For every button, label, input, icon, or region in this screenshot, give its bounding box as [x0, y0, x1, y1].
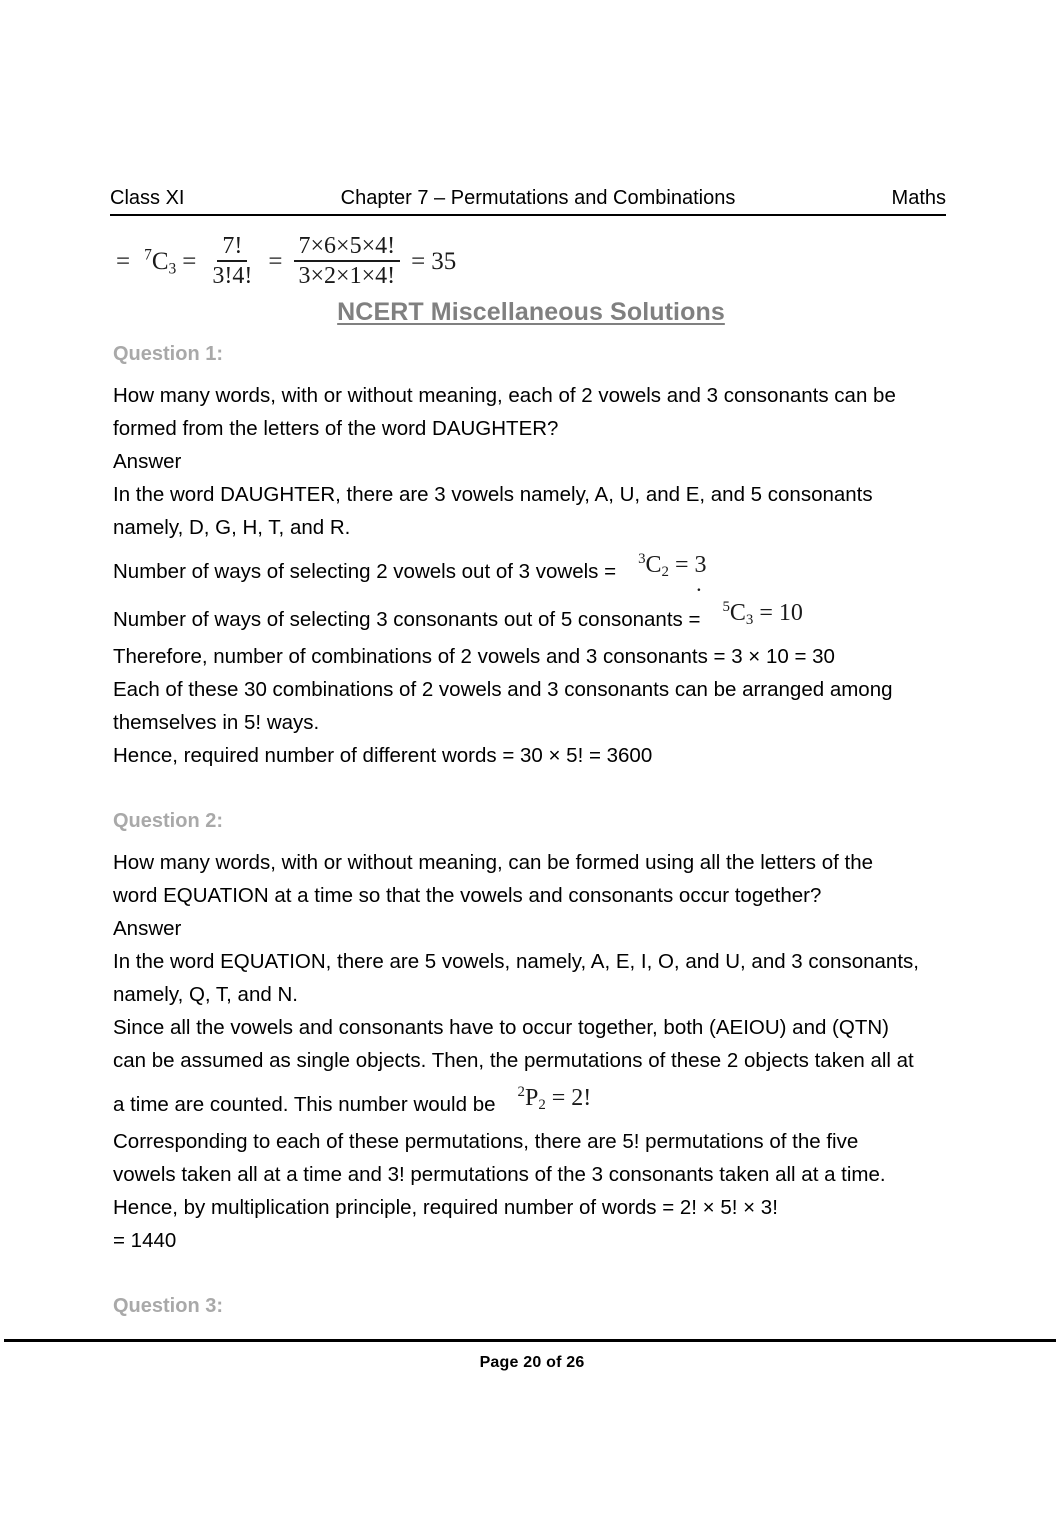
question-1-answer-line-6: Each of these 30 combinations of 2 vowels and 3 consonants can be arranged among — [113, 678, 893, 701]
header-class-label: Class XI — [110, 187, 185, 209]
math-trailing-period: . — [696, 571, 702, 596]
footer-divider — [4, 1339, 1056, 1342]
question-1-vowel-selection-row — [113, 544, 949, 596]
top-equation-subscript: 3 — [168, 259, 177, 277]
math-equals: = — [759, 600, 773, 626]
question-2-answer-line-6: Corresponding to each of these permutations, there are 5! permutations of the five — [113, 1130, 859, 1153]
question-2-permutation-text: a time are counted. This number would be — [113, 1093, 496, 1116]
page-content — [113, 228, 949, 1331]
section-spacer — [113, 1257, 949, 1293]
top-equation-fraction-2 — [294, 233, 401, 289]
question-1-label: Question 1: — [113, 343, 224, 365]
top-equation-combination-term — [144, 245, 177, 277]
question-1-answer-line-8: Hence, required number of different words = 30 × 5! = 3600 — [113, 744, 653, 767]
top-equation-equals-3: = — [411, 247, 426, 275]
question-1-answer-label: Answer — [113, 450, 182, 473]
math-superscript: 5 — [722, 598, 730, 615]
question-1-prompt-line-1: How many words, with or without meaning, each of 2 vowels and 3 consonants can be — [113, 384, 896, 407]
math-subscript: 2 — [661, 564, 669, 581]
question-2-prompt-line-2: word EQUATION at a time so that the vowels and consonants occur together? — [113, 884, 822, 907]
top-equation — [116, 228, 949, 294]
question-1-vowel-selection-math — [638, 549, 707, 596]
question-2-answer-line-1: In the word EQUATION, there are 5 vowels, namely, A, E, I, O, and U, and 3 consonants, — [113, 950, 919, 973]
top-equation-result: 35 — [431, 247, 457, 275]
page-header — [110, 186, 946, 216]
question-1-vowel-selection-text: Number of ways of selecting 2 vowels out of 3 vowels = — [113, 560, 617, 583]
question-1-answer-line-5: Therefore, number of combinations of 2 vowels and 3 consonants = 3 × 10 = 30 — [113, 645, 835, 668]
question-2-answer-line-9: = 1440 — [113, 1229, 177, 1252]
top-equation-fraction-1 — [207, 233, 257, 289]
math-equals: = — [674, 552, 689, 578]
page-title: NCERT Miscellaneous Solutions — [337, 298, 725, 326]
math-base: P — [524, 1085, 539, 1111]
question-1-answer-line-1: In the word DAUGHTER, there are 3 vowels namely, A, U, and E, and 5 consonants — [113, 483, 873, 506]
question-1-consonant-selection-text: Number of ways of selecting 3 consonants out of 5 consonants = — [113, 608, 701, 631]
footer-page-number: Page 20 of 26 — [479, 1354, 585, 1371]
math-base: C — [645, 552, 662, 578]
math-subscript: 3 — [745, 612, 754, 629]
question-1-answer-line-7: themselves in 5! ways. — [113, 711, 320, 734]
math-value: 3 — [694, 552, 707, 578]
question-2-answer-label: Answer — [113, 917, 182, 940]
fraction-1-numerator: 7! — [217, 233, 247, 262]
top-equation-equals-1: = — [182, 247, 197, 275]
top-equation-lead: = — [116, 247, 131, 275]
math-superscript: 3 — [638, 550, 646, 567]
header-chapter-title: Chapter 7 – Permutations and Combinations — [340, 187, 736, 209]
math-equals: = — [551, 1085, 566, 1111]
top-equation-superscript: 7 — [144, 245, 152, 263]
question-1-consonant-selection-row — [113, 592, 949, 640]
question-2-label: Question 2: — [113, 810, 224, 832]
math-value: 2! — [571, 1085, 592, 1111]
question-2-answer-line-2: namely, Q, T, and N. — [113, 983, 298, 1006]
top-equation-base: C — [151, 247, 169, 275]
question-2-answer-line-7: vowels taken all at a time and 3! permutations of the 3 consonants taken all at a time. — [113, 1163, 886, 1186]
question-1-answer-line-2: namely, D, G, H, T, and R. — [113, 516, 351, 539]
question-2-permutation-row — [113, 1077, 949, 1125]
question-1-prompt-line-2: formed from the letters of the word DAUGHTER? — [113, 417, 559, 440]
fraction-1-denominator: 3!4! — [212, 263, 253, 289]
question-2-prompt-line-1: How many words, with or without meaning, can be formed using all the letters of the — [113, 851, 874, 874]
question-3-label: Question 3: — [113, 1295, 224, 1317]
question-2-answer-line-8: Hence, by multiplication principle, required number of words = 2! × 5! × 3! — [113, 1196, 778, 1219]
question-2-answer-line-4: can be assumed as single objects. Then, the permutations of these 2 objects taken all at — [113, 1049, 914, 1072]
math-subscript: 2 — [538, 1097, 546, 1114]
question-2-answer-line-3: Since all the vowels and consonants have to occur together, both (AEIOU) and (QTN) — [113, 1016, 889, 1039]
header-subject-label: Maths — [891, 187, 946, 209]
question-2-permutation-math — [518, 1082, 592, 1115]
fraction-2-denominator: 3×2×1×4! — [298, 263, 396, 289]
question-1-consonant-selection-math — [722, 597, 802, 630]
math-superscript: 2 — [517, 1083, 525, 1100]
section-spacer — [113, 772, 949, 808]
fraction-2-numerator: 7×6×5×4! — [294, 233, 401, 262]
top-equation-equals-2: = — [268, 247, 283, 275]
math-base: C — [729, 600, 746, 626]
math-value: 10 — [778, 600, 803, 626]
